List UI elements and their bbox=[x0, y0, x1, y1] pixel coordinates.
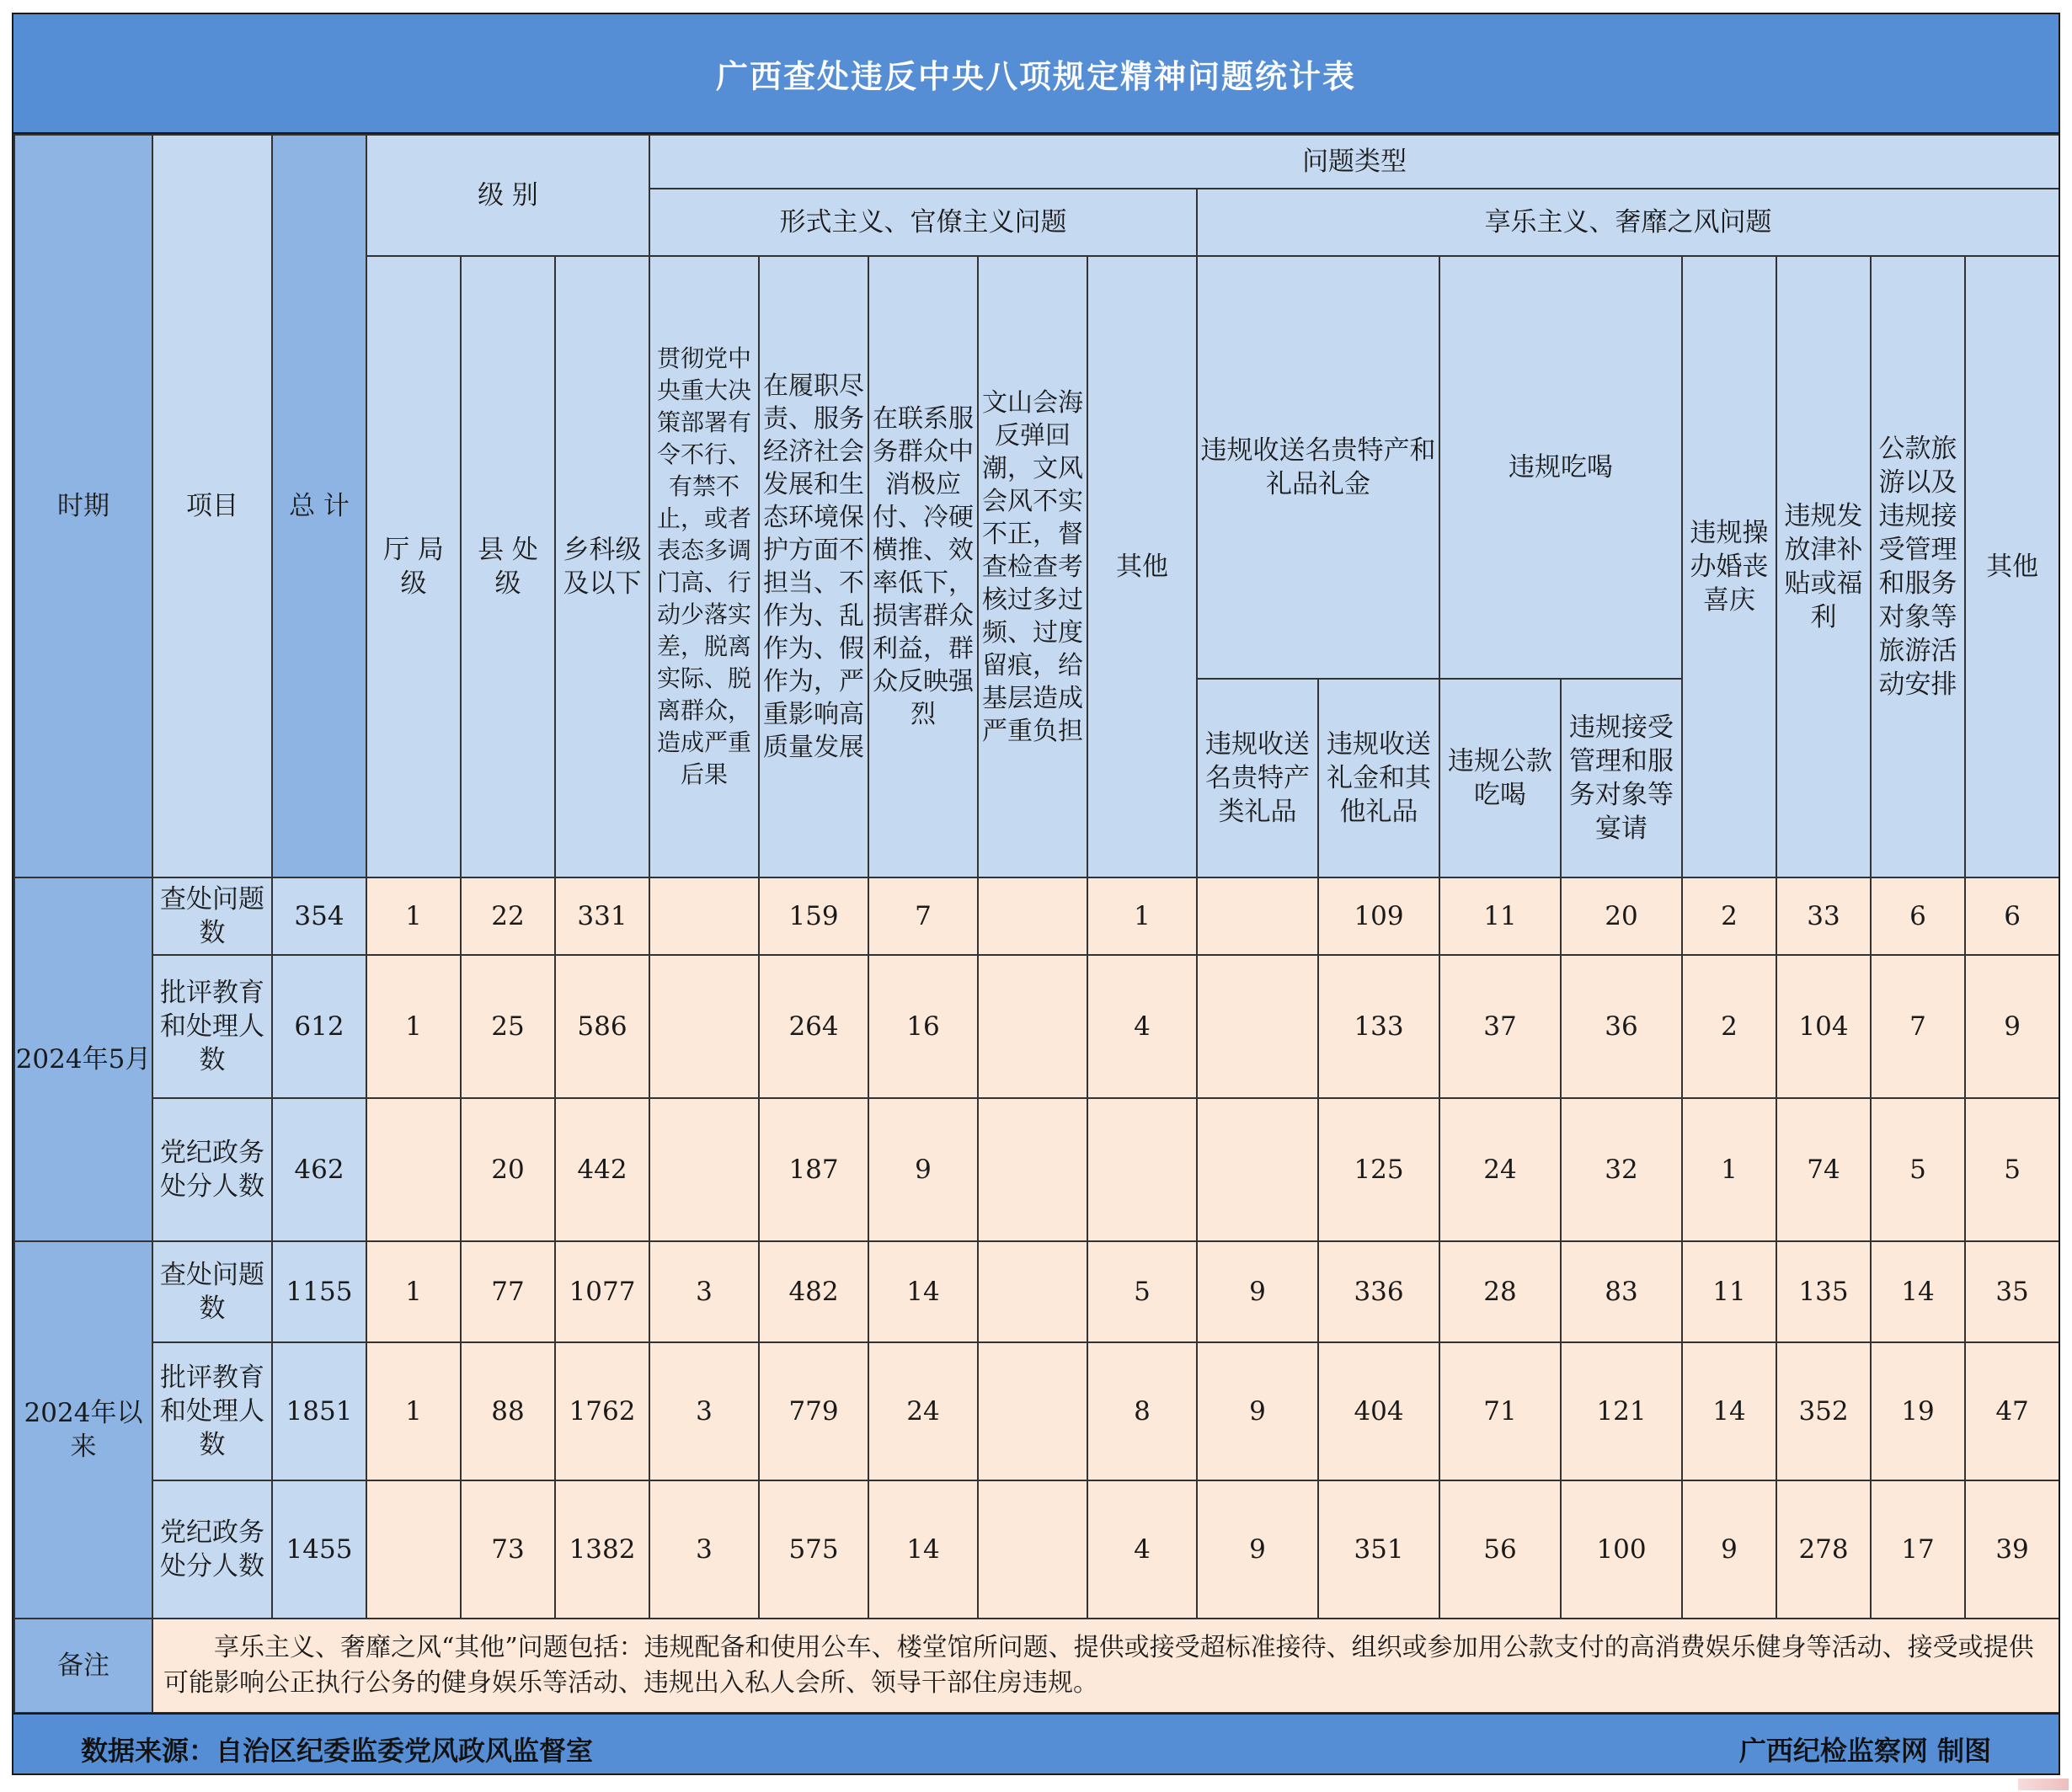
cell-decisions bbox=[649, 877, 759, 955]
cell-decisions: 3 bbox=[649, 1241, 759, 1342]
cell-duty: 482 bbox=[759, 1241, 868, 1342]
cell-meetings bbox=[978, 1241, 1087, 1342]
cell-meetings bbox=[978, 1342, 1087, 1480]
header-item: 项目 bbox=[152, 135, 272, 877]
header-hedonism-other: 其他 bbox=[1965, 256, 2059, 877]
cell-county: 22 bbox=[461, 877, 555, 955]
footer-bar bbox=[13, 1713, 2059, 1775]
row-item-label: 党纪政务处分人数 bbox=[152, 1480, 272, 1619]
table-title: 广西查处违反中央八项规定精神问题统计表 bbox=[13, 14, 2059, 134]
cell-service: 14 bbox=[868, 1241, 978, 1342]
period-label: 2024年5月 bbox=[14, 877, 152, 1241]
cell-dining-banquet: 20 bbox=[1561, 877, 1682, 955]
cell-hedonism-other: 35 bbox=[1965, 1241, 2059, 1342]
cell-county: 20 bbox=[461, 1098, 555, 1241]
cell-decisions: 3 bbox=[649, 1480, 759, 1619]
cell-allowances: 135 bbox=[1776, 1241, 1871, 1342]
cell-gifts-specialty bbox=[1197, 1098, 1318, 1241]
cell-gifts-specialty: 9 bbox=[1197, 1342, 1318, 1480]
cell-weddings-funerals: 2 bbox=[1682, 877, 1776, 955]
cell-gifts-money: 133 bbox=[1318, 955, 1439, 1098]
cell-decisions: 3 bbox=[649, 1342, 759, 1480]
cell-township: 331 bbox=[555, 877, 649, 955]
cell-dining-public: 28 bbox=[1439, 1241, 1561, 1342]
cell-gifts-specialty: 9 bbox=[1197, 1241, 1318, 1342]
cell-meetings bbox=[978, 877, 1087, 955]
header-allowances: 违规发放津补贴或福利 bbox=[1776, 256, 1871, 877]
cell-dining-public: 11 bbox=[1439, 877, 1561, 955]
header-formalism-decisions: 贯彻党中央重大决策部署有令不行、有禁不止，或者表态多调门高、行动少落实差，脱离实际、脱离群众，造成严重后果 bbox=[649, 256, 759, 877]
cell-gifts-money: 404 bbox=[1318, 1342, 1439, 1480]
cell-travel: 17 bbox=[1871, 1480, 1965, 1619]
cell-travel: 14 bbox=[1871, 1241, 1965, 1342]
cell-weddings-funerals: 11 bbox=[1682, 1241, 1776, 1342]
cell-allowances: 104 bbox=[1776, 955, 1871, 1098]
cell-dining-public: 71 bbox=[1439, 1342, 1561, 1480]
cell-gifts-money: 351 bbox=[1318, 1480, 1439, 1619]
table-frame bbox=[12, 13, 2060, 1775]
period-label: 2024年以来 bbox=[14, 1241, 152, 1619]
footer-source: 数据来源：自治区纪委监委党风政风监督室 bbox=[81, 1735, 594, 1767]
header-level-group: 级 别 bbox=[366, 135, 649, 256]
row-item-label: 批评教育和处理人数 bbox=[152, 1342, 272, 1480]
header-gifts-group: 违规收送名贵特产和礼品礼金 bbox=[1197, 256, 1439, 679]
footer-credit: 广西纪检监察网 制图 bbox=[1738, 1735, 1991, 1767]
cell-allowances: 74 bbox=[1776, 1098, 1871, 1241]
cell-bureau bbox=[366, 1480, 461, 1619]
cell-dining-public: 24 bbox=[1439, 1098, 1561, 1241]
header-dining-banquet: 违规接受管理和服务对象等宴请 bbox=[1561, 679, 1682, 877]
cell-service: 7 bbox=[868, 877, 978, 955]
cell-hedonism-other: 9 bbox=[1965, 955, 2059, 1098]
cell-gifts-money: 336 bbox=[1318, 1241, 1439, 1342]
cell-duty: 779 bbox=[759, 1342, 868, 1480]
cell-gifts-money: 125 bbox=[1318, 1098, 1439, 1241]
cell-township: 442 bbox=[555, 1098, 649, 1241]
cell-formalism-other: 5 bbox=[1087, 1241, 1197, 1342]
header-travel: 公款旅游以及违规接受管理和服务对象等旅游活动安排 bbox=[1871, 256, 1965, 877]
header-problem-type: 问题类型 bbox=[649, 135, 2059, 189]
cell-formalism-other: 4 bbox=[1087, 1480, 1197, 1619]
header-period: 时期 bbox=[14, 135, 152, 877]
header-hedonism-group: 享乐主义、奢靡之风问题 bbox=[1197, 189, 2059, 256]
cell-county: 73 bbox=[461, 1480, 555, 1619]
cell-township: 586 bbox=[555, 955, 649, 1098]
watermark-logo bbox=[2018, 1779, 2069, 1790]
cell-total: 612 bbox=[272, 955, 366, 1098]
cell-township: 1762 bbox=[555, 1342, 649, 1480]
cell-travel: 6 bbox=[1871, 877, 1965, 955]
table-row bbox=[14, 1342, 2059, 1480]
cell-duty: 575 bbox=[759, 1480, 868, 1619]
cell-county: 25 bbox=[461, 955, 555, 1098]
cell-bureau: 1 bbox=[366, 1241, 461, 1342]
cell-dining-public: 56 bbox=[1439, 1480, 1561, 1619]
data-body bbox=[14, 877, 2059, 1619]
header-level-bureau: 厅 局 级 bbox=[366, 256, 461, 877]
note-label: 备注 bbox=[14, 1619, 152, 1713]
header-formalism-service: 在联系服务群众中消极应付、冷硬横推、效率低下，损害群众利益，群众反映强烈 bbox=[868, 256, 978, 877]
row-item-label: 查处问题数 bbox=[152, 877, 272, 955]
cell-dining-banquet: 100 bbox=[1561, 1480, 1682, 1619]
cell-meetings bbox=[978, 955, 1087, 1098]
header-formalism-duty: 在履职尽责、服务经济社会发展和生态环境保护方面不担当、不作为、乱作为、假作为，严重影响高质量发展 bbox=[759, 256, 868, 877]
header-weddings-funerals: 违规操办婚丧喜庆 bbox=[1682, 256, 1776, 877]
cell-county: 88 bbox=[461, 1342, 555, 1480]
cell-township: 1077 bbox=[555, 1241, 649, 1342]
cell-formalism-other: 8 bbox=[1087, 1342, 1197, 1480]
cell-bureau: 1 bbox=[366, 955, 461, 1098]
cell-hedonism-other: 39 bbox=[1965, 1480, 2059, 1619]
cell-bureau bbox=[366, 1098, 461, 1241]
cell-travel: 7 bbox=[1871, 955, 1965, 1098]
cell-township: 1382 bbox=[555, 1480, 649, 1619]
cell-decisions bbox=[649, 1098, 759, 1241]
table-row bbox=[14, 1098, 2059, 1241]
row-item-label: 党纪政务处分人数 bbox=[152, 1098, 272, 1241]
cell-total: 1455 bbox=[272, 1480, 366, 1619]
header-dining-group: 违规吃喝 bbox=[1439, 256, 1682, 679]
cell-bureau: 1 bbox=[366, 877, 461, 955]
cell-service: 16 bbox=[868, 955, 978, 1098]
cell-dining-banquet: 121 bbox=[1561, 1342, 1682, 1480]
cell-hedonism-other: 5 bbox=[1965, 1098, 2059, 1241]
cell-weddings-funerals: 9 bbox=[1682, 1480, 1776, 1619]
cell-weddings-funerals: 14 bbox=[1682, 1342, 1776, 1480]
row-item-label: 批评教育和处理人数 bbox=[152, 955, 272, 1098]
cell-gifts-money: 109 bbox=[1318, 877, 1439, 955]
header-level-township: 乡科级及以下 bbox=[555, 256, 649, 877]
cell-gifts-specialty bbox=[1197, 877, 1318, 955]
header-gifts-money: 违规收送礼金和其他礼品 bbox=[1318, 679, 1439, 877]
header-formalism-meetings: 文山会海反弹回潮，文风会风不实不正，督查检查考核过多过频、过度留痕，给基层造成严重负担 bbox=[978, 256, 1087, 877]
cell-decisions bbox=[649, 955, 759, 1098]
cell-travel: 5 bbox=[1871, 1098, 1965, 1241]
cell-hedonism-other: 47 bbox=[1965, 1342, 2059, 1480]
cell-formalism-other bbox=[1087, 1098, 1197, 1241]
cell-county: 77 bbox=[461, 1241, 555, 1342]
cell-dining-banquet: 83 bbox=[1561, 1241, 1682, 1342]
note-text: 享乐主义、奢靡之风“其他”问题包括：违规配备和使用公车、楼堂馆所问题、提供或接受超标准接待、组织或参加用公款支付的高消费娱乐健身等活动、接受或提供可能影响公正执行公务的健身娱乐等活动、违规出入私人会所、领导干部住房违规。 bbox=[152, 1619, 2059, 1713]
cell-total: 1155 bbox=[272, 1241, 366, 1342]
cell-bureau: 1 bbox=[366, 1342, 461, 1480]
header-level-county: 县 处 级 bbox=[461, 256, 555, 877]
header-gifts-specialty: 违规收送名贵特产类礼品 bbox=[1197, 679, 1318, 877]
cell-dining-banquet: 36 bbox=[1561, 955, 1682, 1098]
cell-hedonism-other: 6 bbox=[1965, 877, 2059, 955]
cell-service: 24 bbox=[868, 1342, 978, 1480]
cell-dining-public: 37 bbox=[1439, 955, 1561, 1098]
table-row bbox=[14, 1480, 2059, 1619]
cell-dining-banquet: 32 bbox=[1561, 1098, 1682, 1241]
cell-meetings bbox=[978, 1098, 1087, 1241]
row-item-label: 查处问题数 bbox=[152, 1241, 272, 1342]
cell-service: 14 bbox=[868, 1480, 978, 1619]
cell-formalism-other: 1 bbox=[1087, 877, 1197, 955]
cell-service: 9 bbox=[868, 1098, 978, 1241]
cell-formalism-other: 4 bbox=[1087, 955, 1197, 1098]
cell-allowances: 352 bbox=[1776, 1342, 1871, 1480]
cell-duty: 264 bbox=[759, 955, 868, 1098]
header-total: 总 计 bbox=[272, 135, 366, 877]
table-row bbox=[14, 877, 2059, 955]
cell-allowances: 33 bbox=[1776, 877, 1871, 955]
table-row bbox=[14, 1241, 2059, 1342]
cell-weddings-funerals: 1 bbox=[1682, 1098, 1776, 1241]
cell-weddings-funerals: 2 bbox=[1682, 955, 1776, 1098]
cell-gifts-specialty bbox=[1197, 955, 1318, 1098]
cell-travel: 19 bbox=[1871, 1342, 1965, 1480]
cell-total: 462 bbox=[272, 1098, 366, 1241]
cell-total: 1851 bbox=[272, 1342, 366, 1480]
header-formalism-group: 形式主义、官僚主义问题 bbox=[649, 189, 1197, 256]
header-formalism-other: 其他 bbox=[1087, 256, 1197, 877]
cell-duty: 187 bbox=[759, 1098, 868, 1241]
cell-allowances: 278 bbox=[1776, 1480, 1871, 1619]
cell-duty: 159 bbox=[759, 877, 868, 955]
cell-total: 354 bbox=[272, 877, 366, 955]
header-dining-public: 违规公款吃喝 bbox=[1439, 679, 1561, 877]
table-row bbox=[14, 955, 2059, 1098]
statistics-table bbox=[13, 134, 2060, 1714]
cell-meetings bbox=[978, 1480, 1087, 1619]
cell-gifts-specialty: 9 bbox=[1197, 1480, 1318, 1619]
